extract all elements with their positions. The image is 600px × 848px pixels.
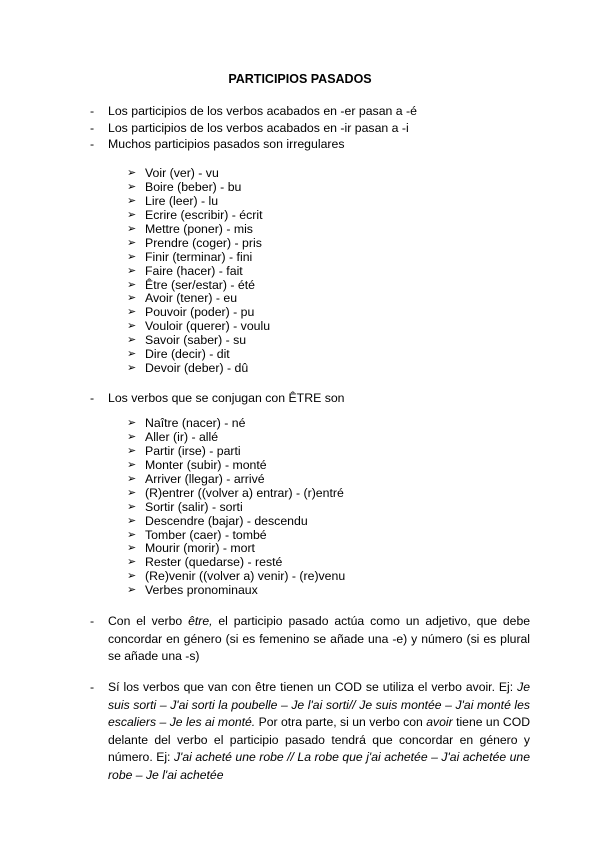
list-item xyxy=(127,501,345,515)
list-item xyxy=(127,251,270,265)
example-sentence: J'ai acheté une robe // La robe que j'ai achetée – J'ai achetée une robe – Je l'ai achetée xyxy=(108,750,530,782)
list-item xyxy=(127,167,270,181)
list-item xyxy=(127,542,345,556)
list-item xyxy=(127,570,345,584)
verb-text: Ecrire (escribir) - écrit xyxy=(145,207,263,222)
arrow-bullet-icon: ➢ xyxy=(127,250,137,263)
list-item xyxy=(127,209,270,223)
verb-text: Lire (leer) - lu xyxy=(145,193,219,208)
list-item xyxy=(127,237,270,251)
list-item xyxy=(127,459,345,473)
dash-bullet: - xyxy=(90,680,95,694)
verb-text: Boire (beber) - bu xyxy=(145,179,242,194)
arrow-bullet-icon: ➢ xyxy=(127,362,137,375)
list-item xyxy=(127,584,345,598)
dash-bullet: - xyxy=(90,137,95,151)
arrow-bullet-icon: ➢ xyxy=(127,417,137,429)
etre-intro-text: Los verbos que se conjugan con ÊTRE son xyxy=(108,391,345,405)
verb-text: Monter (subir) - monté xyxy=(145,457,267,472)
list-item xyxy=(127,431,345,445)
dash-bullet: - xyxy=(90,614,95,628)
arrow-bullet-icon: ➢ xyxy=(127,180,137,193)
verb-text: Naître (nacer) - né xyxy=(145,416,246,430)
etre-word: être, xyxy=(188,614,213,628)
verb-text: Partir (irse) - parti xyxy=(145,443,241,458)
list-item xyxy=(127,334,270,348)
rule-text: Los participios de los verbos acabados en -er pasan a -é xyxy=(108,104,417,118)
verb-text: Vouloir (querer) - voulu xyxy=(145,319,271,334)
arrow-bullet-icon: ➢ xyxy=(127,472,137,485)
verb-text: Avoir (tener) - eu xyxy=(145,291,238,306)
list-item xyxy=(127,348,270,362)
arrow-bullet-icon: ➢ xyxy=(127,348,137,361)
verb-text: Tomber (caer) - tombé xyxy=(145,527,267,542)
verb-text: Dire (decir) - dit xyxy=(145,347,230,362)
dash-bullet: - xyxy=(90,121,95,135)
arrow-bullet-icon: ➢ xyxy=(127,292,137,305)
verb-text: Mourir (morir) - mort xyxy=(145,541,255,556)
arrow-bullet-icon: ➢ xyxy=(127,194,137,207)
list-item xyxy=(127,292,270,306)
verb-text: Mettre (poner) - mis xyxy=(145,221,253,236)
arrow-bullet-icon: ➢ xyxy=(127,264,137,277)
arrow-bullet-icon: ➢ xyxy=(127,278,137,291)
dash-bullet: - xyxy=(90,391,95,405)
dash-bullet: - xyxy=(90,104,95,118)
etre-verbs-list xyxy=(127,417,345,598)
verb-text: Voir (ver) - vu xyxy=(145,166,219,180)
arrow-bullet-icon: ➢ xyxy=(127,208,137,221)
irregular-verbs-list xyxy=(127,167,270,376)
list-item xyxy=(127,417,345,431)
verb-text: Faire (hacer) - fait xyxy=(145,263,243,278)
arrow-bullet-icon: ➢ xyxy=(127,500,137,513)
arrow-bullet-icon: ➢ xyxy=(127,514,137,527)
rule-text: Muchos participios pasados son irregulares xyxy=(108,137,345,151)
avoir-word: avoir xyxy=(426,715,453,729)
list-item xyxy=(127,195,270,209)
verb-text: Descendre (bajar) - descendu xyxy=(145,513,308,528)
arrow-bullet-icon: ➢ xyxy=(127,236,137,249)
arrow-bullet-icon: ➢ xyxy=(127,167,137,179)
verb-text: Finir (terminar) - fini xyxy=(145,249,253,264)
verb-text: Prendre (coger) - pris xyxy=(145,235,262,250)
list-item xyxy=(127,223,270,237)
verb-text: Rester (quedarse) - resté xyxy=(145,555,283,570)
verb-text: Savoir (saber) - su xyxy=(145,333,247,348)
verb-text: Devoir (deber) - dû xyxy=(145,361,249,376)
list-item xyxy=(127,515,345,529)
text-run: tiene un COD delante del verbo el participio pasado tendrá que concordar en género y número. Ej: xyxy=(108,715,530,764)
page-title: PARTICIPIOS PASADOS xyxy=(228,72,372,86)
verb-text: Arriver (llegar) - arrivé xyxy=(145,471,265,486)
cod-text xyxy=(108,679,530,784)
agreement-body xyxy=(108,613,530,666)
arrow-bullet-icon: ➢ xyxy=(127,334,137,347)
list-item xyxy=(127,181,270,195)
list-item xyxy=(127,362,270,376)
verb-text: (Re)venir ((volver a) venir) - (re)venu xyxy=(145,569,346,584)
text-run: el participio pasado actúa como un adjetivo, que debe concordar en género (si es femenino se añade una -e) y número (si es plural se añade una -s) xyxy=(108,614,530,663)
list-item xyxy=(127,279,270,293)
arrow-bullet-icon: ➢ xyxy=(127,542,137,555)
agreement-text xyxy=(108,613,530,666)
verb-text: Aller (ir) - allé xyxy=(145,429,219,444)
example-sentence: Je suis sorti – J'ai sorti la poubelle – Je l'ai sorti// Je suis montée – J'ai monté les escaliers – Je les ai monté. xyxy=(108,680,530,729)
verb-text: Verbes pronominaux xyxy=(145,583,258,598)
text-run: Con el verbo xyxy=(108,614,189,628)
verb-text: Sortir (salir) - sorti xyxy=(145,499,243,514)
verb-text: (R)entrer ((volver a) entrar) - (r)entré xyxy=(145,485,344,500)
arrow-bullet-icon: ➢ xyxy=(127,528,137,541)
list-item xyxy=(127,445,345,459)
list-item xyxy=(127,265,270,279)
arrow-bullet-icon: ➢ xyxy=(127,430,137,443)
arrow-bullet-icon: ➢ xyxy=(127,306,137,319)
list-item xyxy=(127,556,345,570)
list-item xyxy=(127,487,345,501)
arrow-bullet-icon: ➢ xyxy=(127,570,137,583)
list-item xyxy=(127,473,345,487)
text-run: Sí los verbos que van con être tienen un COD se utiliza el verbo avoir. Ej: xyxy=(108,680,518,694)
arrow-bullet-icon: ➢ xyxy=(127,222,137,235)
arrow-bullet-icon: ➢ xyxy=(127,486,137,499)
list-item xyxy=(127,320,270,334)
verb-text: Pouvoir (poder) - pu xyxy=(145,305,255,320)
arrow-bullet-icon: ➢ xyxy=(127,444,137,457)
list-item xyxy=(127,306,270,320)
text-run: Por otra parte, si un verbo con xyxy=(255,715,427,729)
arrow-bullet-icon: ➢ xyxy=(127,584,137,597)
cod-body xyxy=(108,679,530,784)
verb-text: Être (ser/estar) - été xyxy=(145,277,256,292)
arrow-bullet-icon: ➢ xyxy=(127,556,137,569)
arrow-bullet-icon: ➢ xyxy=(127,458,137,471)
list-item xyxy=(127,529,345,543)
rule-text: Los participios de los verbos acabados en -ir pasan a -i xyxy=(108,121,409,135)
arrow-bullet-icon: ➢ xyxy=(127,320,137,333)
